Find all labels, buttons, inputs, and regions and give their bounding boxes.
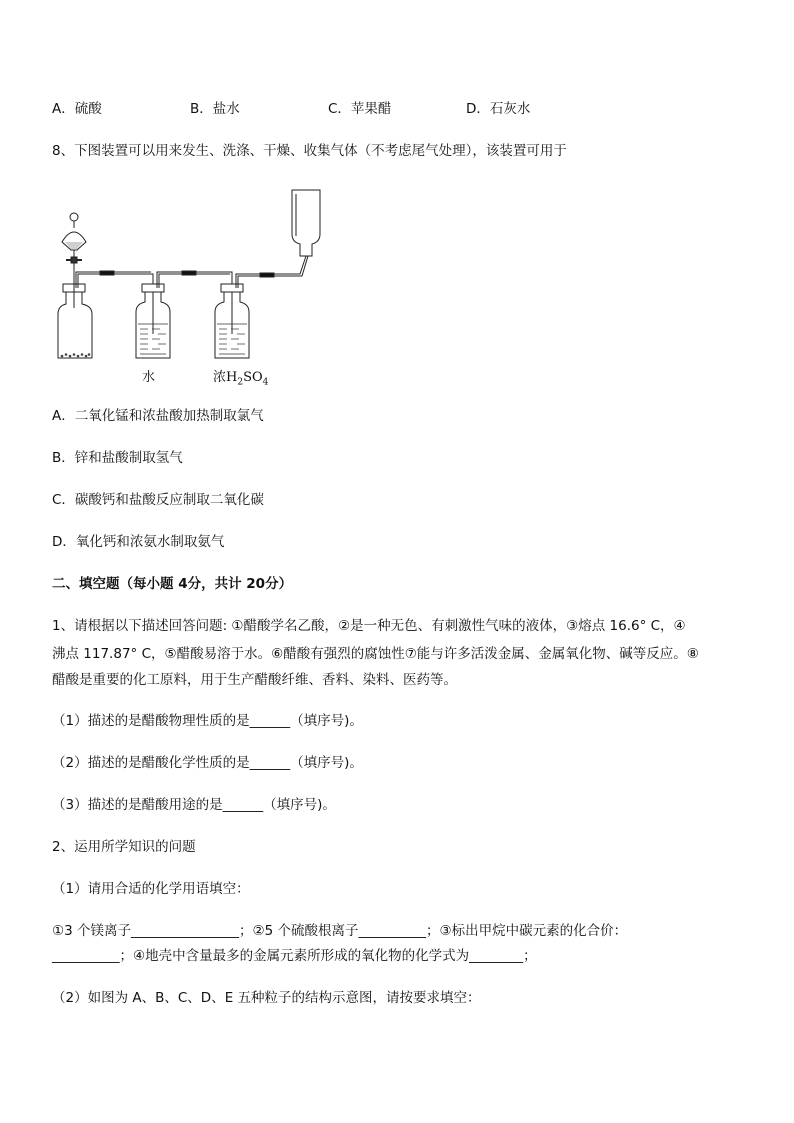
tube-3 (236, 256, 306, 288)
fill1-sub3: （3）描述的是醋酸用途的是______（填序号)。 (52, 797, 336, 813)
label-conc-sulfuric-acid (213, 366, 268, 388)
q8-option-b: B．锌和盐酸制取氢气 (52, 450, 183, 466)
apparatus-drawing (52, 186, 322, 366)
rubber-joint-1 (100, 271, 114, 275)
fill2-blank-line2: __________；④地壳中含量最多的金属元素所形成的氧化物的化学式为________； (52, 948, 537, 964)
q7-option-b: B．盐水 (190, 101, 240, 117)
flask-stopper-2 (142, 284, 164, 292)
funnel-stopper (70, 213, 78, 221)
gas-apparatus-figure (52, 186, 322, 386)
label-water: 水 (142, 370, 156, 385)
solid-reagent (61, 353, 91, 357)
fill2-sub1: （1）请用合适的化学用语填空： (52, 881, 250, 897)
q7-option-c: C．苹果醋 (328, 101, 392, 117)
fill1-line3: 醋酸是重要的化工原料，用于生产醋酸纤维、香料、染料、医药等。 (52, 672, 457, 688)
fill1-line1: 1、请根据以下描述回答问题: ①醋酸学名乙酸，②是一种无色、有刺激性气味的液体，③熔点 16.6° C，④ (52, 618, 686, 634)
q8-stem: 8、下图装置可以用来发生、洗涤、干燥、收集气体（不考虑尾气处理），该装置可用于 (52, 143, 567, 159)
label-acid-sub2: 4 (262, 377, 269, 388)
fill1-sub1: （1）描述的是醋酸物理性质的是______（填序号)。 (52, 713, 363, 729)
rubber-joint-2 (182, 271, 196, 275)
tube-1 (78, 274, 153, 334)
q7-options-row (52, 99, 752, 119)
section-heading: 二、填空题（每小题 4分，共计 20分） (52, 576, 293, 592)
fill2-sub2: （2）如图为 A、B、C、D、E 五种粒子的结构示意图，请按要求填空： (52, 990, 481, 1006)
q8-option-c: C．碳酸钙和盐酸反应制取二氧化碳 (52, 492, 264, 508)
generating-flask (58, 292, 92, 358)
label-acid-mid: SO (243, 370, 263, 385)
q8-option-d: D．氧化钙和浓氨水制取氨气 (52, 534, 225, 550)
rubber-joint-3 (260, 273, 274, 277)
fill2-blank-line1: ①3 个镁离子________________；②5 个硫酸根离子__________；③标出甲烷中碳元素的化合价： (52, 923, 628, 939)
fill1-line2: 沸点 117.87° C，⑤醋酸易溶于水。⑥醋酸有强烈的腐蚀性⑦能与许多活泼金属、金属氧化物、碱等反应。⑧ (52, 646, 699, 662)
flask-stopper-3 (221, 284, 243, 292)
fill2-stem: 2、运用所学知识的问题 (52, 839, 196, 855)
q7-option-d: D．石灰水 (466, 101, 531, 117)
fill1-sub2: （2）描述的是醋酸化学性质的是______（填序号)。 (52, 755, 363, 771)
q7-option-a: A．硫酸 (52, 101, 102, 117)
label-acid-sub1: 2 (237, 377, 244, 388)
label-acid-prefix: 浓H (213, 370, 238, 385)
q8-option-a: A．二氧化锰和浓盐酸加热制取氯气 (52, 408, 264, 424)
